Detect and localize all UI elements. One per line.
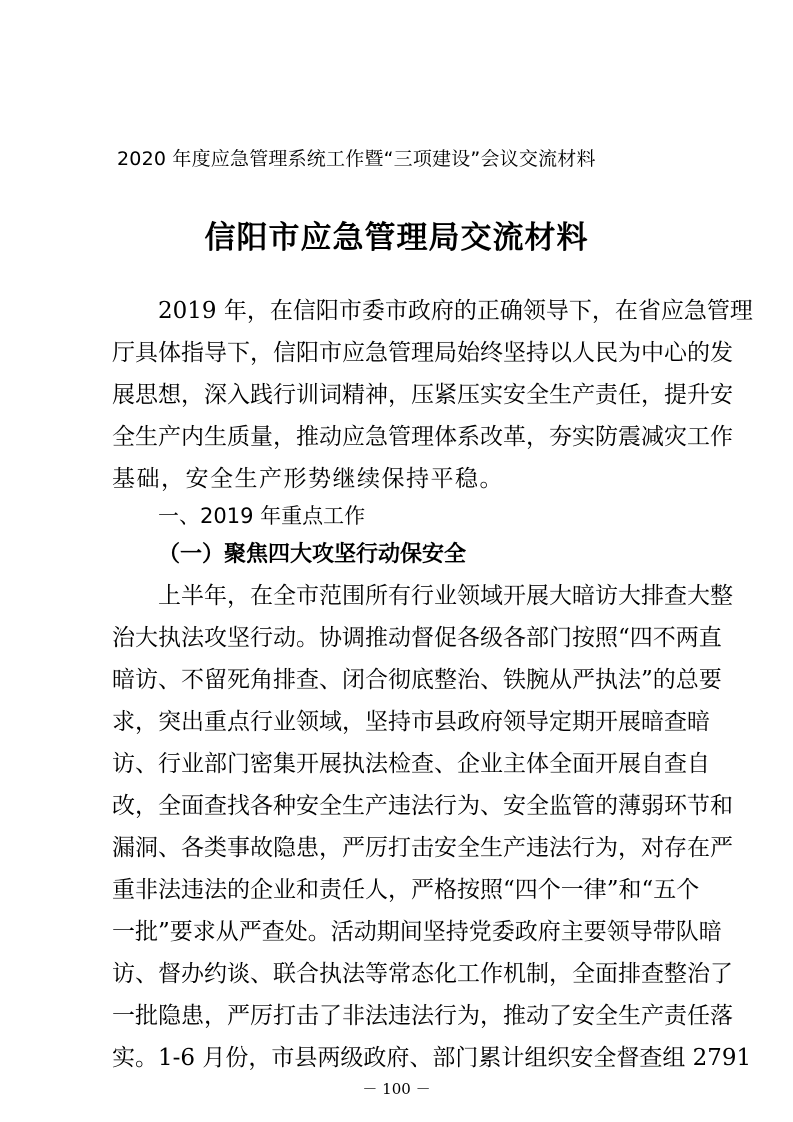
paragraph-line: 求，突出重点行业领域，坚持市县政府领导定期开展暗查暗 bbox=[112, 709, 710, 735]
paragraph-line: 改，全面查找各种安全生产违法行为、安全监管的薄弱环节和 bbox=[112, 793, 733, 819]
paragraph-line: 访、行业部门密集开展执法检查、企业主体全面开展自查自 bbox=[112, 751, 710, 777]
paragraph-line: 上半年，在全市范围所有行业领域开展大暗访大排查大整 bbox=[158, 583, 733, 609]
paragraph-line: 厅具体指导下，信阳市应急管理局始终坚持以人民为中心的发 bbox=[112, 340, 733, 366]
paragraph-line: 一批”要求从严查处。活动期间坚持党委政府主要领导带队暗 bbox=[112, 919, 722, 945]
paragraph-line: 实。1-6 月份，市县两级政府、部门累计组织安全督查组 2791 bbox=[112, 1045, 752, 1071]
document-title: 信阳市应急管理局交流材料 bbox=[204, 220, 589, 256]
paragraph-line: 漏洞、各类事故隐患，严厉打击安全生产违法行为，对存在严 bbox=[112, 835, 733, 861]
paragraph-line: 一批隐患，严厉打击了非法违法行为，推动了安全生产责任落 bbox=[112, 1003, 733, 1029]
paragraph-line: 访、督办约谈、联合执法等常态化工作机制，全面排查整治了 bbox=[112, 961, 733, 987]
section-heading: 一、2019 年重点工作 bbox=[158, 504, 366, 528]
subsection-heading: （一）聚焦四大攻坚行动保安全 bbox=[158, 541, 467, 567]
paragraph-line: 重非法违法的企业和责任人，严格按照“四个一律”和“五个 bbox=[112, 877, 700, 903]
paragraph-line: 基础，安全生产形势继续保持平稳。 bbox=[112, 466, 504, 492]
paragraph-line: 暗访、不留死角排查、闭合彻底整治、铁腕从严执法”的总要 bbox=[112, 667, 722, 693]
paragraph-line: 治大执法攻坚行动。协调推动督促各级各部门按照“四不两直 bbox=[112, 625, 722, 651]
paragraph-line: 展思想，深入践行训词精神，压紧压实安全生产责任，提升安 bbox=[112, 382, 733, 408]
page-number: － 100 － bbox=[362, 1080, 431, 1098]
paragraph-line: 2019 年，在信阳市委市政府的正确领导下，在省应急管理 bbox=[158, 298, 753, 324]
paragraph-line: 全生产内生质量，推动应急管理体系改革，夯实防震减灾工作 bbox=[112, 424, 733, 450]
meeting-header: 2020 年度应急管理系统工作暨“三项建设”会议交流材料 bbox=[117, 148, 596, 170]
